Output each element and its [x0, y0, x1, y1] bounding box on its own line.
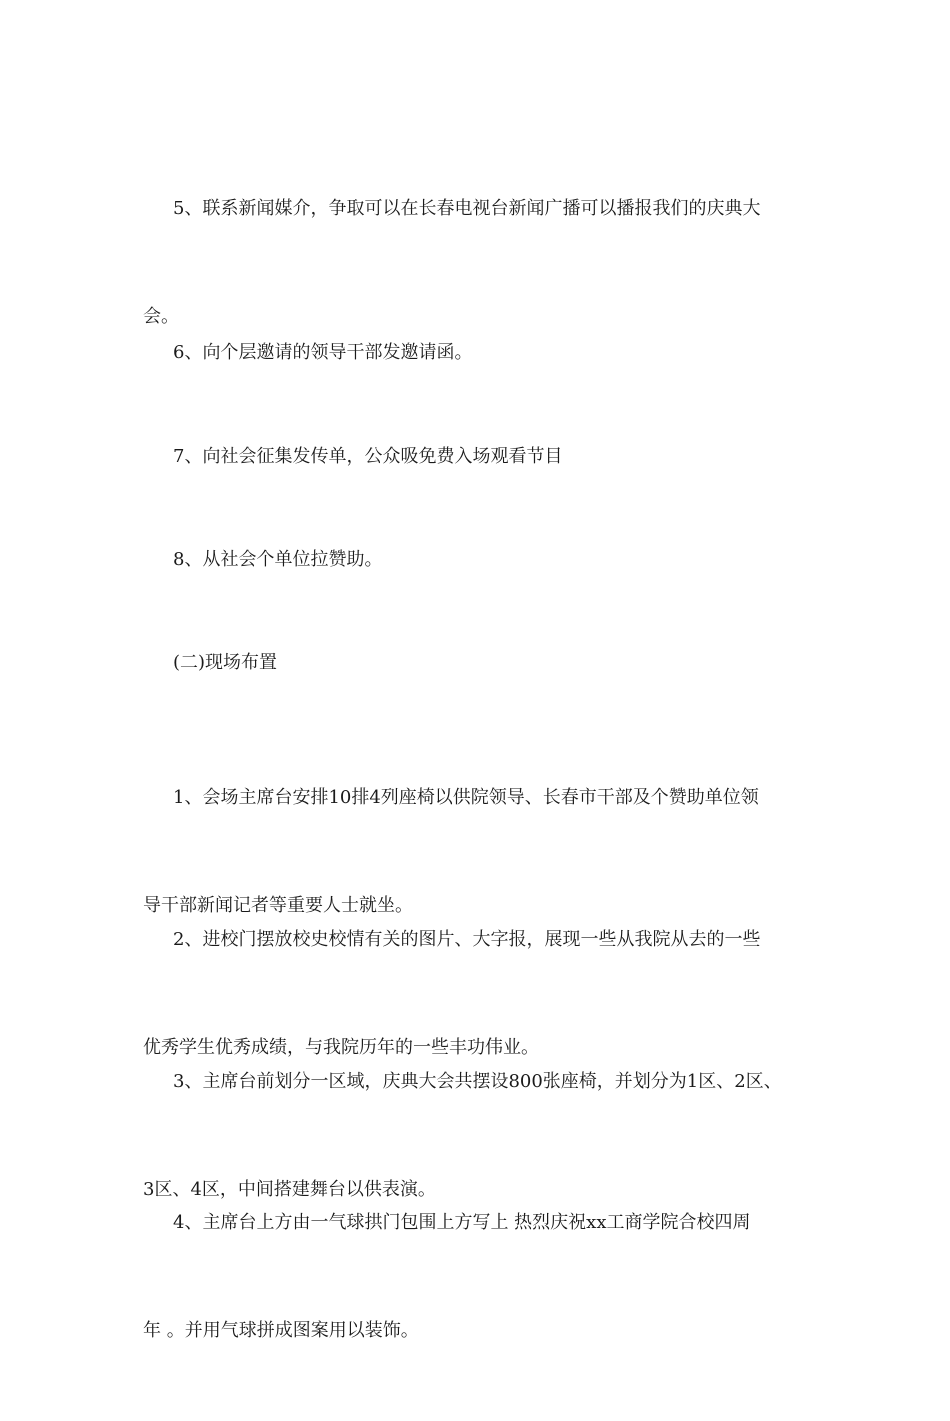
paragraph-layout-4: [143, 1133, 823, 1421]
paragraph-line: 6、向个层邀请的领导干部发邀请函。: [173, 342, 473, 363]
paragraph-line: 优秀学生优秀成绩，与我院历年的一些丰功伟业。: [143, 1037, 539, 1058]
section-heading: (二)现场布置: [173, 652, 278, 673]
paragraph-line: 7、向社会征集发传单，公众吸免费入场观看节目: [173, 446, 563, 467]
paragraph-line: 1、会场主席台安排10排4列座椅以供院领导、长春市干部及个赞助单位领: [173, 787, 759, 808]
paragraph-line: 2、进校门摆放校史校情有关的图片、大字报，展现一些从我院从去的一些: [173, 929, 761, 950]
paragraph-line: 3、主席台前划分一区域，庆典大会共摆设800张座椅，并划分为1区、2区、: [173, 1071, 782, 1092]
paragraph-line: 5、联系新闻媒介，争取可以在长春电视台新闻广播可以播报我们的庆典大: [173, 198, 761, 219]
paragraph-line: 4、主席台上方由一气球拱门包围上方写上 热烈庆祝xx工商学院合校四周: [173, 1212, 751, 1233]
paragraph-line: 3区、4区，中间搭建舞台以供表演。: [143, 1179, 436, 1200]
paragraph-line: 8、从社会个单位拉赞助。: [173, 549, 383, 570]
paragraph-line: 会。: [143, 306, 179, 327]
paragraph-line: 导干部新闻记者等重要人士就坐。: [143, 895, 413, 916]
paragraph-line: 年 。并用气球拼成图案用以装饰。: [143, 1320, 419, 1341]
